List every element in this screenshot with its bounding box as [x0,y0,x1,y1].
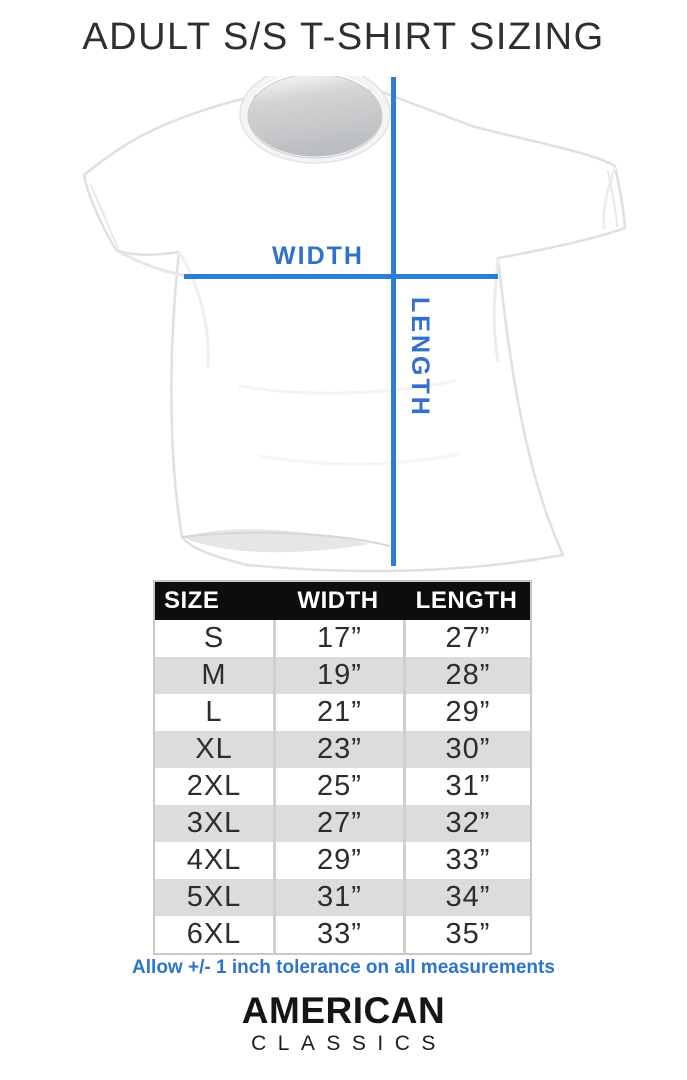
table-row [155,694,530,731]
table-cell-size: 2XL [155,768,273,805]
table-cell-width: 19” [276,657,403,694]
table-body [155,620,530,953]
size-chart-table [153,580,532,955]
table-row [155,916,530,953]
table-cell-length: 29” [406,694,530,731]
shirt-body [84,89,625,571]
table-cell-width: 23” [276,731,403,768]
width-measure-line [184,274,498,279]
table-cell-size: 5XL [155,879,273,916]
table-cell-size: XL [155,731,273,768]
page-title: ADULT S/S T-SHIRT SIZING [82,16,605,58]
table-cell-length: 31” [406,768,530,805]
table-cell-length: 30” [406,731,530,768]
length-label: LENGTH [406,297,434,418]
table-cell-width: 31” [276,879,403,916]
header-width: WIDTH [297,587,379,614]
table-row [155,805,530,842]
brand-name-american: AMERICAN [241,990,446,1031]
table-cell-size: 3XL [155,805,273,842]
table-cell-length: 33” [406,842,530,879]
table-cell-length: 27” [406,620,530,657]
table-cell-size: 6XL [155,916,273,953]
tshirt-illustration [60,76,640,576]
brand-name-classics: CLASSICS [251,1032,447,1055]
table-cell-width: 29” [276,842,403,879]
header-length: LENGTH [415,587,518,614]
table-row [155,842,530,879]
brand-logo [0,992,687,1054]
table-cell-width: 21” [276,694,403,731]
table-cell-length: 28” [406,657,530,694]
table-cell-length: 35” [406,916,530,953]
table-row [155,768,530,805]
table-cell-width: 33” [276,916,403,953]
tshirt-image [60,76,640,576]
table-cell-width: 27” [276,805,403,842]
table-cell-size: S [155,620,273,657]
length-measure-line [391,77,396,566]
table-row [155,620,530,657]
table-header-row [155,582,530,620]
table-cell-length: 34” [406,879,530,916]
table-cell-size: 4XL [155,842,273,879]
table-row [155,731,530,768]
table-row [155,657,530,694]
width-label: WIDTH [272,242,364,270]
table-cell-width: 17” [276,620,403,657]
tolerance-note: Allow +/- 1 inch tolerance on all measurements [132,957,555,978]
table-cell-width: 25” [276,768,403,805]
table-cell-length: 32” [406,805,530,842]
table-cell-size: M [155,657,273,694]
table-row [155,879,530,916]
table-cell-size: L [155,694,273,731]
header-size: SIZE [164,587,220,614]
